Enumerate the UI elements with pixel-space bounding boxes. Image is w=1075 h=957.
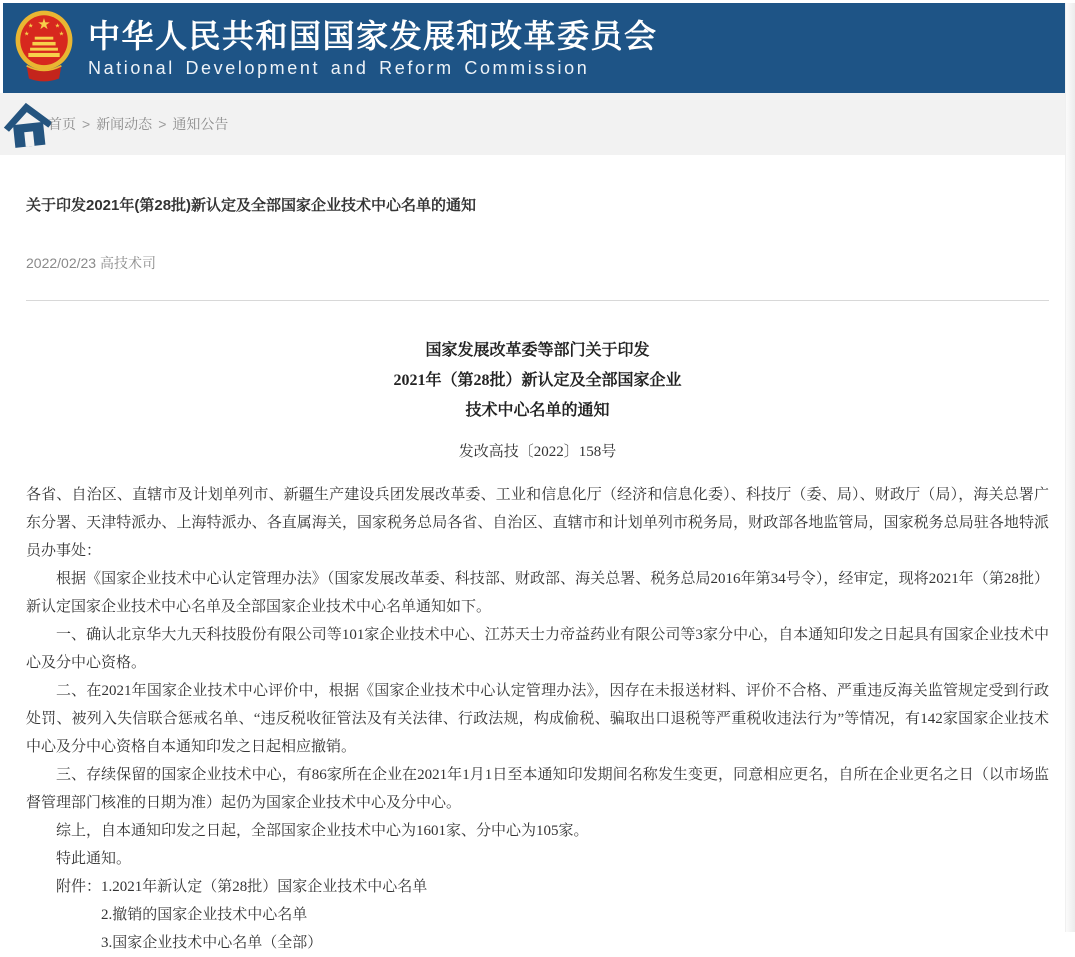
attachment-line-2	[101, 901, 1049, 929]
article-title: 关于印发2021年(第28批)新认定及全部国家企业技术中心名单的通知	[26, 197, 477, 214]
breadcrumb-home-link[interactable]: 首页	[48, 116, 76, 132]
site-header	[3, 3, 1065, 93]
document-title-line: 技术中心名单的通知	[465, 402, 610, 419]
svg-text:★: ★	[58, 31, 65, 38]
svg-text:★: ★	[28, 23, 34, 30]
document-body	[26, 481, 1049, 957]
article-date: 2022/02/23	[26, 255, 97, 271]
article-source: 高技术司	[99, 255, 156, 271]
paragraph-summary: 综上，自本通知印发之日起，全部国家企业技术中心为1601家、分中心为105家。	[56, 823, 589, 839]
article-meta	[26, 253, 1049, 273]
attachment-link-2[interactable]: 2.撤销的国家企业技术中心名单	[101, 907, 308, 923]
paragraph-basis: 根据《国家企业技术中心认定管理办法》（国家发展改革委、科技部、财政部、海关总署、税务总局2016年第34号令），经审定，现将2021年（第28批）新认定国家企业技术中心名单及全部国家企业技术中心名单通知如下。	[26, 571, 1049, 615]
paragraph-addressees: 各省、自治区、直辖市及计划单列市、新疆生产建设兵团发展改革委、工业和信息化厅（经济和信息化委）、科技厅（委、局）、财政厅（局），海关总署广东分署、天津特派办、上海特派办、各直属海关，国家税务总局各省、自治区、直辖市和计划单列市税务局，财政部各地监管局，国家税务总局驻各地特派员办事处：	[26, 487, 1049, 559]
site-title-zh: 中华人民共和国国家发展和改革委员会	[88, 18, 658, 54]
breadcrumb	[48, 114, 228, 134]
document-title-line: 2021年（第28批）新认定及全部国家企业	[393, 372, 682, 389]
breadcrumb-separator: >	[158, 116, 167, 132]
national-emblem-icon	[15, 10, 73, 82]
attachment-link-3[interactable]: 3.国家企业技术中心名单（全部）	[101, 935, 323, 951]
attachments-label: 附件：	[56, 879, 102, 895]
scrollbar-track[interactable]	[1065, 3, 1075, 932]
paragraph-closing: 特此通知。	[56, 851, 132, 867]
attachment-line-1	[26, 873, 1049, 901]
attachment-line-3	[101, 929, 1049, 957]
svg-text:★: ★	[54, 23, 60, 30]
breadcrumb-separator: >	[82, 116, 91, 132]
document-title	[26, 336, 1049, 426]
document-number: 发改高技〔2022〕158号	[458, 444, 617, 460]
article-main	[0, 196, 1075, 957]
site-title-en: National Development and Reform Commission	[88, 58, 590, 78]
attachment-link-1[interactable]: 1.2021年新认定（第28批）国家企业技术中心名单	[101, 879, 428, 895]
divider	[26, 300, 1049, 301]
svg-text:★: ★	[37, 17, 51, 34]
breadcrumb-news-link[interactable]: 新闻动态	[96, 116, 153, 132]
svg-text:★: ★	[23, 31, 30, 38]
paragraph-item-3: 三、存续保留的国家企业技术中心，有86家所在企业在2021年1月1日至本通知印发期间名称发生变更，同意相应更名，自所在企业更名之日（以市场监督管理部门核准的日期为准）起仍为国家企业技术中心及分中心。	[26, 767, 1049, 811]
breadcrumb-bar	[0, 93, 1075, 155]
document-title-line: 国家发展改革委等部门关于印发	[425, 342, 650, 359]
breadcrumb-notice-link[interactable]: 通知公告	[172, 116, 229, 132]
paragraph-item-2: 二、在2021年国家企业技术中心评价中，根据《国家企业技术中心认定管理办法》，因存在未报送材料、评价不合格、严重违反海关监管规定受到行政处罚、被列入失信联合惩戒名单、“违反税收征管法及有关法律、行政法规，构成偷税、骗取出口退税等严重税收违法行为”等情况，有142家国家企业技术中心及分中心资格自本通知印发之日起相应撤销。	[26, 683, 1049, 755]
paragraph-item-1: 一、确认北京华大九天科技股份有限公司等101家企业技术中心、江苏天士力帝益药业有限公司等3家分中心，自本通知印发之日起具有国家企业技术中心及分中心资格。	[26, 627, 1049, 671]
site-title	[88, 16, 658, 80]
